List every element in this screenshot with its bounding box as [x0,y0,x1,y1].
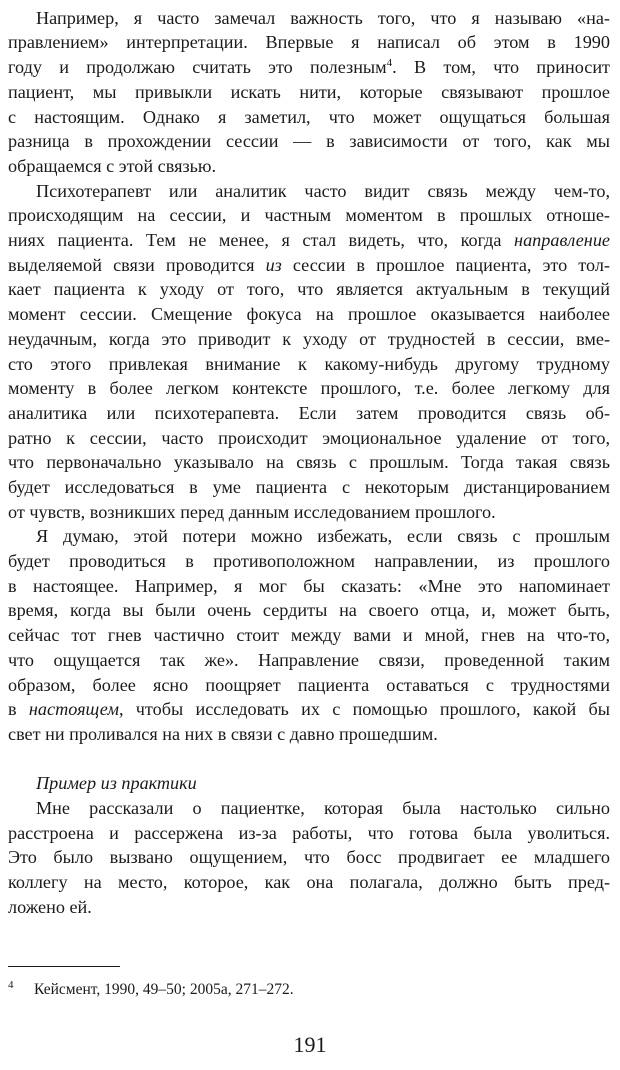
emphasis-text: из [265,254,282,275]
text-line: моменту в более легком контексте прошлого, т.е. более легкому для [8,378,610,399]
text-line: от чувств, возникших перед данным исследованием прошлого. [8,501,496,522]
text-line: свет ни проливался на них в связи с давно прошедшим. [8,723,438,744]
text-line: время, когда вы были очень сердиты на своего отца, и, может быть, [8,600,610,621]
text-line: неудачным, когда это приводит к уходу от трудностей в сессии, вме- [8,328,610,349]
footnote-ref: 4 [386,57,393,70]
text-line: сто этого привлекая внимание к какому-нибудь другому трудному [8,353,610,374]
emphasis-text: направление [514,230,610,251]
text-line: что первоначально указывало на связь с прошлым. Тогда такая связь [8,452,610,473]
text-line: обращаемся с этой связью. [8,155,217,176]
text-span: сессии в прошлое пациента, это тол- [281,254,610,275]
text-line: Например, я часто замечал важность того, что я называю «на- [36,7,610,28]
page-number: 191 [293,1032,327,1057]
text-line: Это было вызвано ощущением, что босс продвигает ее младшего [8,847,610,868]
text-line: момент сессии. Смещение фокуса на прошлое оказывается наиболее [8,304,610,325]
text-span: . В том, что приносит [392,57,611,78]
text-span: в [8,699,29,720]
text-line: Я думаю, этой потери можно избежать, если связь с прошлым [36,526,610,547]
text-line: ратно к сессии, часто происходит эмоциональное удаление от того, [8,427,610,448]
text-line: расстроена и рассержена из-за работы, что готова была уволиться. [8,822,610,843]
emphasis-text: настоящем [28,699,119,720]
text-span: , чтобы исследовать их с помощью прошлого, какой бы [118,699,610,720]
text-line: ложено ей. [8,896,92,917]
text-line: с настоящим. Однако я заметил, что может ощущаться большая [8,106,610,127]
text-line [8,697,610,722]
text-line: будет исследоваться в уме пациента с некоторым дистанцированием [8,476,610,497]
text-line: образом, более ясно поощряет пациента оставаться с трудностями [8,674,610,695]
text-span: ниях пациента. Тем не менее, я стал видеть, что, когда [8,230,515,251]
text-line: коллегу на место, которое, как она полагала, должно быть пред- [8,872,610,893]
text-line: правлением» интерпретации. Впервые я написал об этом в 1990 [8,32,610,53]
text-line: будет проводиться в противоположном направлении, из прошлого [8,551,610,572]
text-line [8,55,610,80]
text-line: что ощущается так же». Направление связи, проведенной таким [8,649,610,670]
text-line: кает пациента к уходу от того, что является актуальным в текущий [8,279,610,300]
text-line: происходящим на сессии, и частным моментом в прошлых отноше- [8,205,610,226]
section-heading-text: Пример из практики [36,773,197,794]
text-line: Мне рассказали о пациентке, которая была настолько сильно [36,798,610,819]
text-line [8,253,610,278]
text-line: в настоящее. Например, я мог бы сказать: «Мне это напоминает [8,575,610,596]
text-line: разница в прохождении сессии — в зависимости от того, как мы [8,131,610,152]
footnote: 4 Кейсмент, 1990, 49–50; 2005a, 271–272. [8,978,294,998]
text-span: году и продолжаю считать это полезным [8,57,387,78]
footnote-text: Кейсмент, 1990, 49–50; 2005a, 271–272. [34,981,294,998]
text-line: аналитика или психотерапевта. Если затем проводится связь об- [8,402,610,423]
text-span: выделяемой связи проводится [8,254,266,275]
section-heading [36,771,610,796]
text-line [8,228,610,253]
text-line: сейчас тот гнев частично стоит между вами и мной, гнев на что-то, [8,625,610,646]
text-line: пациент, мы привыкли искать нити, которые связывают прошлое [8,81,610,102]
text-line: Психотерапевт или аналитик часто видит связь между чем-то, [36,180,610,201]
